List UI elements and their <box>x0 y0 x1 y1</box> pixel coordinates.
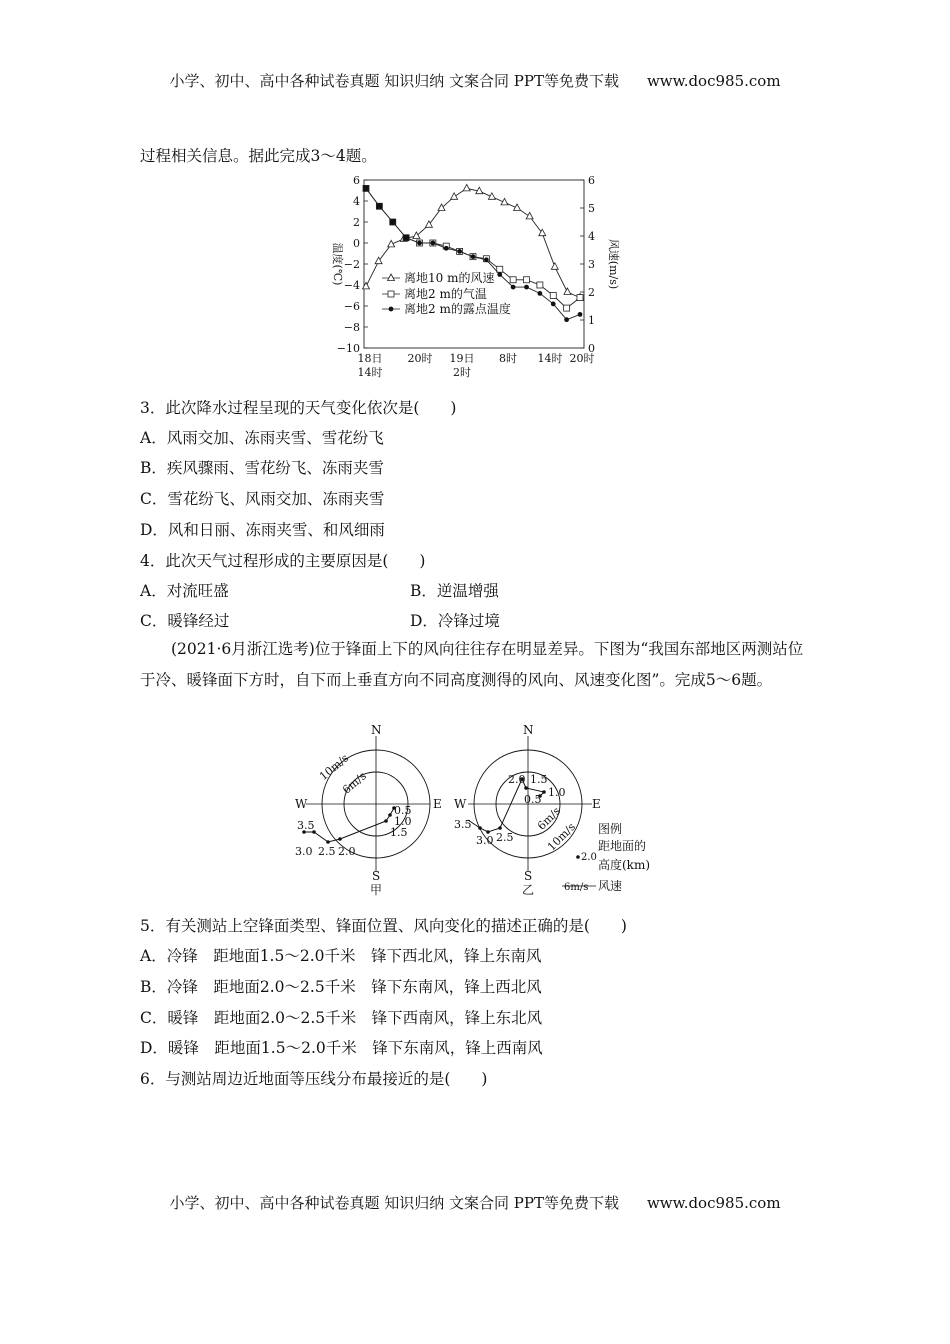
q5-option-a: A．冷锋 距地面1.5～2.0千米 锋下西北风，锋上东南风 <box>140 947 542 965</box>
left-y-label: 温度(℃) <box>331 242 344 286</box>
wind-speed-point <box>526 212 533 219</box>
legend-line2: 高度(km) <box>598 858 651 872</box>
jia-s-label: S <box>372 869 381 883</box>
jia-h-1.0: 1.0 <box>394 815 412 828</box>
jia-h-3.0: 3.0 <box>295 845 313 858</box>
air-temp-point <box>510 277 516 283</box>
x-tick-label: 14时 <box>537 352 563 365</box>
diagram-jia <box>295 724 442 896</box>
yi-n-label: N <box>523 724 534 737</box>
left-tick-label: 0 <box>353 237 360 250</box>
q4-option-d: D．冷锋过境 <box>410 612 500 630</box>
q5-option-d: D．暖锋 距地面1.5～2.0千米 锋下东南风，锋上西南风 <box>140 1039 543 1057</box>
air-temp-point <box>524 277 530 283</box>
right-tick-label: 6 <box>588 174 595 187</box>
jia-e-label: E <box>433 797 442 811</box>
page-header <box>0 70 950 91</box>
yi-ring-inner-label: 6m/s <box>534 804 564 833</box>
jia-h-1.5: 1.5 <box>390 826 408 839</box>
intro-paragraph-2: (2021·6月浙江选考)位于锋面上下的风向往往存在明显差异。下图为“我国东部地区两测站位于冷、暖锋面下方时，自下而上垂直方向不同高度测得的风向、风速变化图”。完成5～6题。 <box>140 640 804 689</box>
q5-option-b: B．冷锋 距地面2.0～2.5千米 锋下东南风，锋上西北风 <box>140 978 542 996</box>
right-tick-label: 1 <box>588 314 595 327</box>
jia-h-0.5: 0.5 <box>394 804 412 817</box>
yi-name: 乙 <box>522 883 535 896</box>
jia-h-3.5: 3.5 <box>297 819 315 832</box>
x-tick-label: 8时 <box>499 352 517 365</box>
jia-ring-inner-label: 6m/s <box>340 769 369 797</box>
q3-option-c: C．雪花纷飞、风雨交加、冻雨夹雪 <box>140 490 385 508</box>
q4-option-a: A．对流旺盛 <box>140 582 229 600</box>
yi-h-3.0: 3.0 <box>476 834 494 847</box>
right-tick-label: 4 <box>588 230 595 243</box>
q6-stem: 6．与测站周边近地面等压线分布最接近的是( ) <box>140 1070 488 1088</box>
page-footer <box>0 1192 950 1213</box>
q3-option-d: D．风和日丽、冻雨夹雪、和风细雨 <box>140 521 385 539</box>
air-temp-point <box>537 282 543 288</box>
yi-h-2.0: 2.0 <box>508 773 526 786</box>
left-tick-label: −8 <box>343 321 360 334</box>
wind-speed-point <box>451 193 458 200</box>
jia-h-2.0: 2.0 <box>338 845 356 858</box>
legend-label: 离地2 m的气温 <box>404 287 487 301</box>
legend-marker <box>388 291 394 297</box>
legend-label: 离地10 m的风速 <box>404 271 495 285</box>
legend-line1: 距地面的 <box>598 839 647 853</box>
plot-frame <box>364 180 584 348</box>
wind-speed-point <box>564 288 571 295</box>
jia-ring-outer-label: 10m/s <box>316 751 352 784</box>
dew-point-point <box>377 204 382 209</box>
dew-point-point <box>457 249 462 254</box>
left-tick-label: −10 <box>336 342 360 355</box>
jia-name: 甲 <box>370 883 383 896</box>
yi-h-1.5: 1.5 <box>530 773 548 786</box>
wind-speed-point <box>363 282 370 289</box>
dew-point-point <box>511 285 516 290</box>
legend-speed-label: 风速 <box>598 879 623 893</box>
air-temp-point <box>564 305 570 311</box>
x-tick-label-2: 14时 <box>357 366 383 379</box>
yi-w-label: W <box>454 797 467 811</box>
yi-h-1.0: 1.0 <box>548 786 566 799</box>
dew-point-point <box>444 246 449 251</box>
legend-sample-height: 2.0 <box>581 852 597 863</box>
q5-option-c: C．暖锋 距地面2.0～2.5千米 锋下西南风，锋上东北风 <box>140 1009 543 1027</box>
jia-points <box>302 806 396 844</box>
q3-stem: 3．此次降水过程呈现的天气变化依次是( ) <box>140 399 457 417</box>
right-tick-label: 3 <box>588 258 595 271</box>
jia-w-label: W <box>295 797 308 811</box>
dew-point-point <box>390 220 395 225</box>
left-tick-label: −4 <box>343 279 360 292</box>
air-temp-point <box>550 293 556 299</box>
wind-speed-point <box>438 204 445 211</box>
footer-site: www.doc985.com <box>646 1194 781 1212</box>
dew-point-point <box>364 186 369 191</box>
q5-stem: 5．有关测站上空锋面类型、锋面位置、风向变化的描述正确的是( ) <box>140 917 627 935</box>
legend-title: 图例 <box>598 822 623 836</box>
q3-option-b: B．疾风骤雨、雪花纷飞、冻雨夹雪 <box>140 459 384 477</box>
jia-n-label: N <box>371 724 382 737</box>
right-tick-label: 5 <box>588 202 595 215</box>
left-tick-label: 2 <box>353 216 360 229</box>
x-tick-label: 20时 <box>569 352 595 365</box>
legend-marker <box>388 274 395 281</box>
footer-text: 小学、初中、高中各种试卷真题 知识归纳 文案合同 PPT等免费下载 <box>169 1194 619 1212</box>
dew-point-point <box>564 317 569 322</box>
q4-option-b: B．逆温增强 <box>410 582 499 600</box>
jia-h-2.5: 2.5 <box>318 845 336 858</box>
q3-option-a: A．风雨交加、冻雨夹雪、雪花纷飞 <box>140 429 384 447</box>
header-site: www.doc985.com <box>646 72 781 90</box>
left-tick-label: 6 <box>353 174 360 187</box>
header-text: 小学、初中、高中各种试卷真题 知识归纳 文案合同 PPT等免费下载 <box>169 72 619 90</box>
dew-point-point <box>578 312 583 317</box>
q4-option-c: C．暖锋经过 <box>140 612 230 630</box>
yi-ring-outer-label: 10m/s <box>544 820 579 854</box>
legend-label: 离地2 m的露点温度 <box>404 302 511 316</box>
intro-text: 过程相关信息。据此完成3～4题。 <box>140 147 377 165</box>
dew-point-point <box>417 241 422 246</box>
dew-point-point <box>471 254 476 259</box>
yi-e-label: E <box>592 797 601 811</box>
wind-speed-point <box>413 232 420 239</box>
dew-point-point <box>524 285 529 290</box>
yi-s-label: S <box>524 869 533 883</box>
wind-speed-point <box>463 184 470 191</box>
dew-point-point <box>484 257 489 262</box>
left-tick-label: −2 <box>343 258 360 271</box>
x-tick-label: 18日 <box>357 352 383 365</box>
dew-point-point <box>537 291 542 296</box>
left-tick-label: −6 <box>343 300 360 313</box>
q4-row1 <box>140 579 499 601</box>
air-temp-point <box>577 295 583 301</box>
right-y-label: 风速(m/s) <box>607 238 620 290</box>
yi-h-0.5: 0.5 <box>524 793 542 806</box>
yi-h-2.5: 2.5 <box>496 831 514 844</box>
air-temp-point <box>497 266 503 272</box>
x-tick-label: 19日 <box>449 352 475 365</box>
dew-point-point <box>551 302 556 307</box>
q4-row2 <box>140 609 500 631</box>
dew-point-point <box>497 272 502 277</box>
q4-stem: 4．此次天气过程形成的主要原因是( ) <box>140 552 426 570</box>
left-tick-label: 4 <box>353 195 360 208</box>
dew-point-point <box>404 235 409 240</box>
yi-h-3.5: 3.5 <box>454 818 472 831</box>
legend-speed-sample: 6m/s <box>564 882 589 893</box>
diagram-yi <box>454 724 601 896</box>
x-tick-label-2: 2时 <box>453 366 471 379</box>
right-tick-label: 2 <box>588 286 595 299</box>
weather-chart <box>320 170 620 385</box>
dew-point-point <box>430 241 435 246</box>
wind-speed-point <box>551 263 558 270</box>
wind-diagram <box>290 724 660 896</box>
legend-marker <box>389 307 394 312</box>
x-tick-label: 20时 <box>407 352 433 365</box>
right-tick-label: 0 <box>588 342 595 355</box>
